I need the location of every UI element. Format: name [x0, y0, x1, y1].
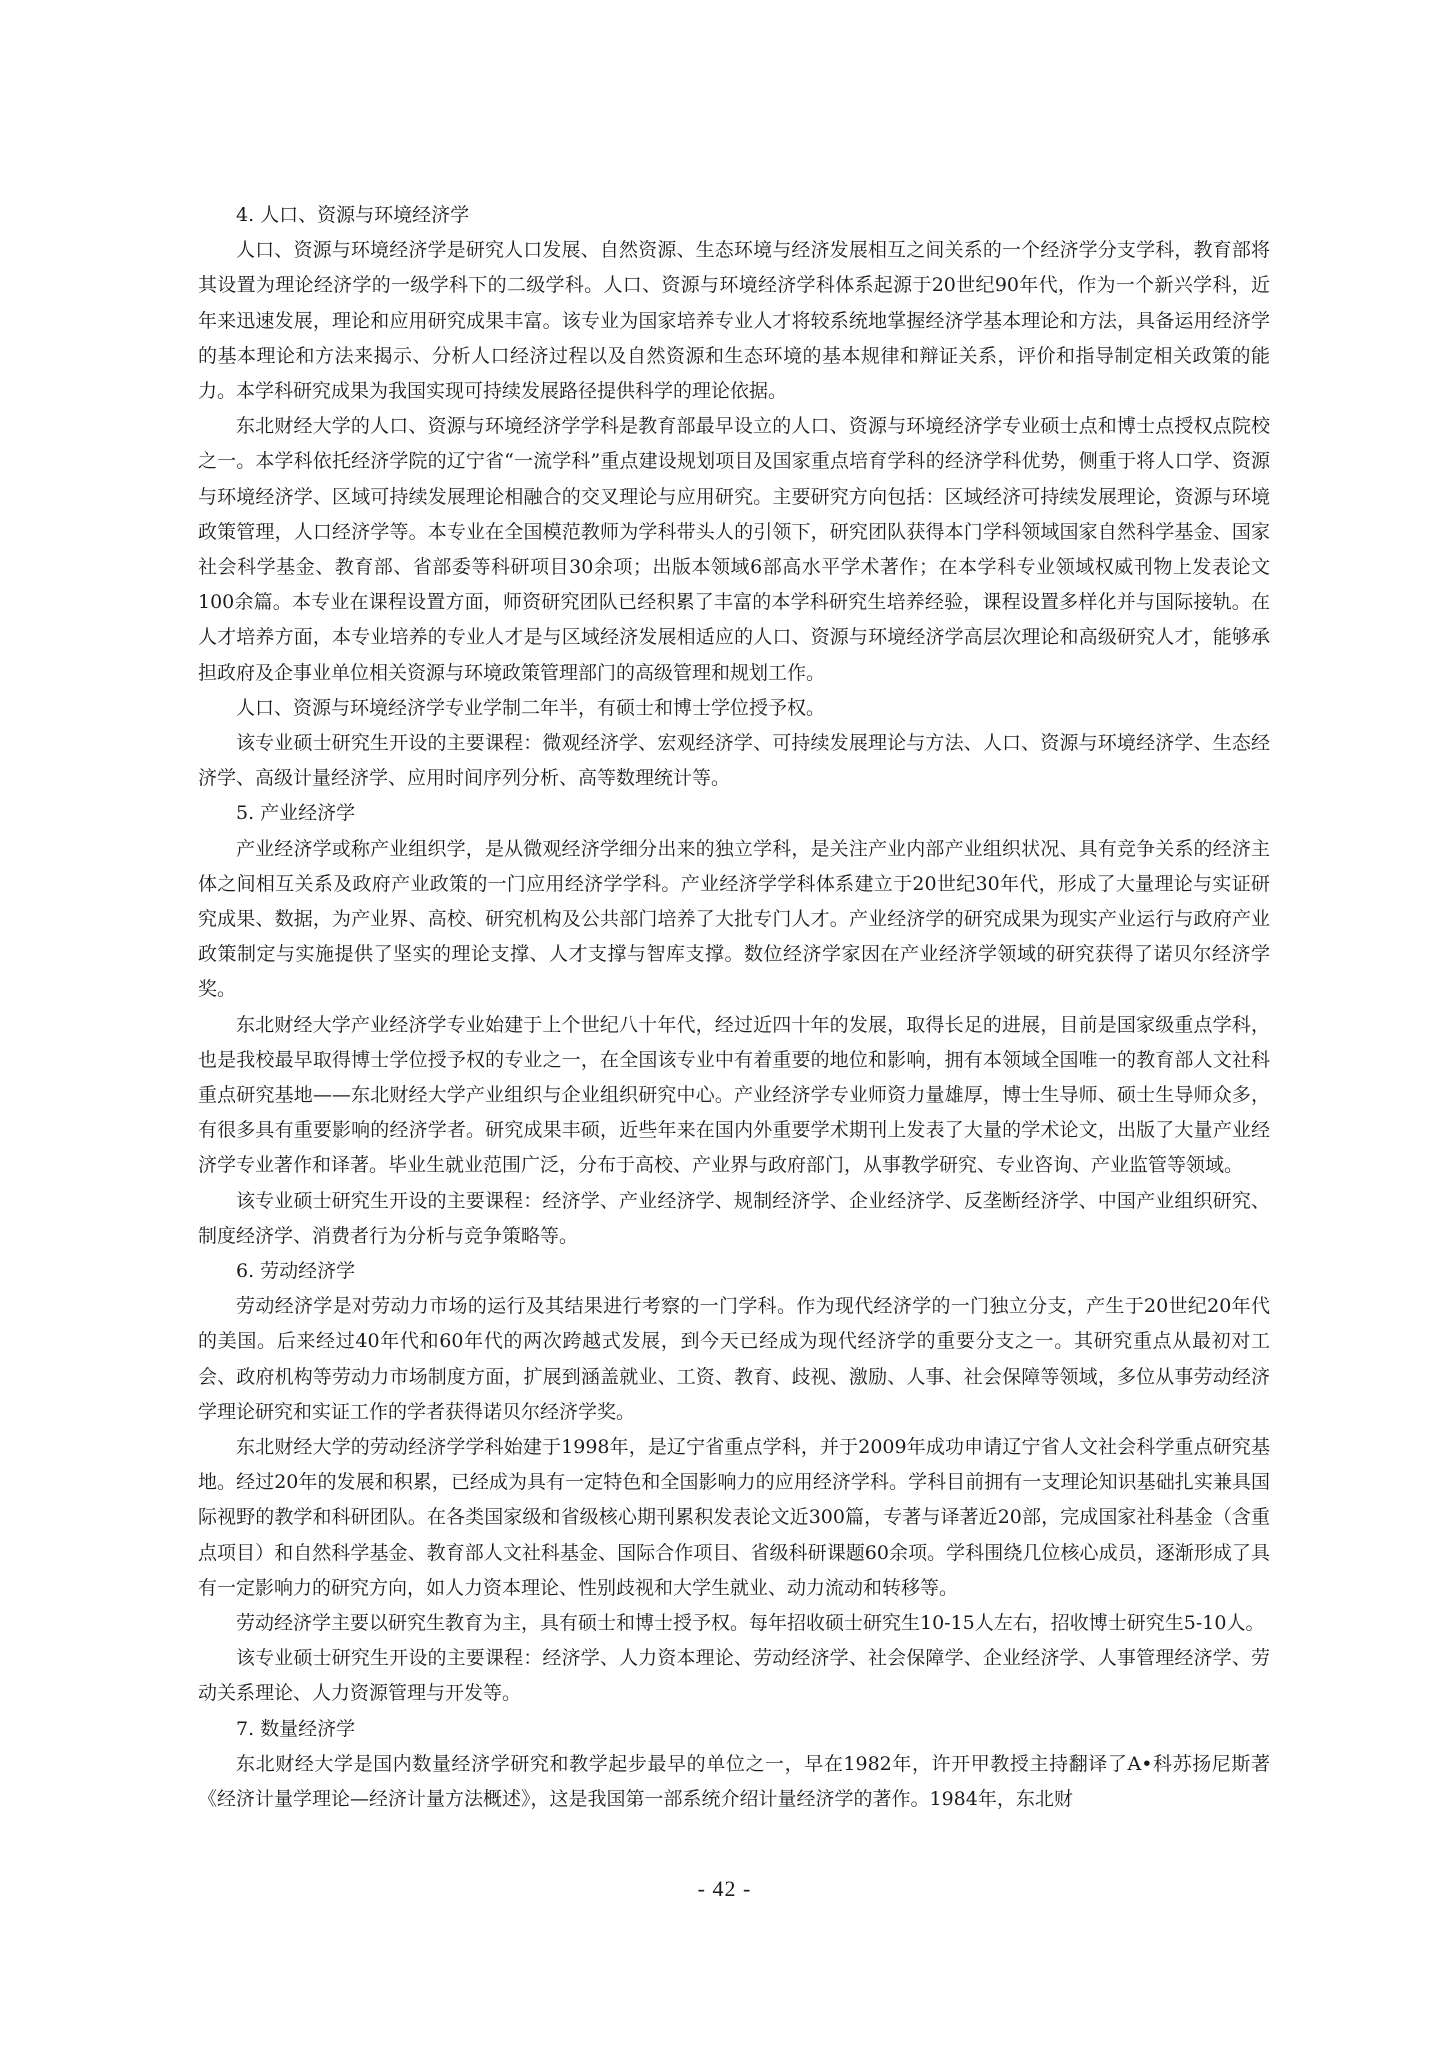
- paragraph: 东北财经大学是国内数量经济学研究和教学起步最早的单位之一，早在1982年，许开甲教授主持翻译了A•科苏扬尼斯著《经济计量学理论—经济计量方法概述》，这是我国第一部系统介绍计量经济学的著作。1984年，东北财: [198, 1752, 1270, 1811]
- document-page: [198, 198, 1270, 1898]
- paragraph: 劳动经济学是对劳动力市场的运行及其结果进行考察的一门学科。作为现代经济学的一门独立分支，产生于20世纪20年代的美国。后来经过40年代和60年代的两次跨越式发展，到今天已经成为现代经济学的重要分支之一。其研究重点从最初对工会、政府机构等劳动力市场制度方面，扩展到涵盖就业、工资、教育、歧视、激励、人事、社会保障等领域，多位从事劳动经济学理论研究和实证工作的学者获得诺贝尔经济学奖。: [198, 1295, 1270, 1423]
- paragraph: 劳动经济学主要以研究生教育为主，具有硕士和博士授予权。每年招收硕士研究生10-15人左右，招收博士研究生5-10人。: [236, 1612, 1265, 1635]
- paragraph: 该专业硕士研究生开设的主要课程：微观经济学、宏观经济学、可持续发展理论与方法、人口、资源与环境经济学、生态经济学、高级计量经济学、应用时间序列分析、高等数理统计等。: [198, 732, 1270, 790]
- paragraph: 东北财经大学的人口、资源与环境经济学学科是教育部最早设立的人口、资源与环境经济学专业硕士点和博士点授权点院校之一。本学科依托经济学院的辽宁省“一流学科”重点建设规划项目及国家重点培育学科的经济学科优势，侧重于将人口学、资源与环境经济学、区域可持续发展理论相融合的交叉理论与应用研究。主要研究方向包括：区域经济可持续发展理论，资源与环境政策管理，人口经济学等。本专业在全国模范教师为学科带头人的引领下，研究团队获得本门学科领域国家自然科学基金、国家社会科学基金、教育部、省部委等科研项目30余项；出版本领域6部高水平学术著作；在本学科专业领域权威刊物上发表论文100余篇。本专业在课程设置方面，师资研究团队已经积累了丰富的本学科研究生培养经验，课程设置多样化并与国际接轨。在人才培养方面，本专业培养的专业人才是与区域经济发展相适应的人口、资源与环境经济学高层次理论和高级研究人才，能够承担政府及企事业单位相关资源与环境政策管理部门的高级管理和规划工作。: [198, 415, 1270, 684]
- paragraph: 该专业硕士研究生开设的主要课程：经济学、产业经济学、规制经济学、企业经济学、反垄断经济学、中国产业组织研究、制度经济学、消费者行为分析与竞争策略等。: [198, 1189, 1270, 1247]
- paragraph: 人口、资源与环境经济学是研究人口发展、自然资源、生态环境与经济发展相互之间关系的一个经济学分支学科，教育部将其设置为理论经济学的一级学科下的二级学科。人口、资源与环境经济学科体系起源于20世纪90年代，作为一个新兴学科，近年来迅速发展，理论和应用研究成果丰富。该专业为国家培养专业人才将较系统地掌握经济学基本理论和方法，具备运用经济学的基本理论和方法来揭示、分析人口经济过程以及自然资源和生态环境的基本规律和辩证关系，评价和指导制定相关政策的能力。本学科研究成果为我国实现可持续发展路径提供科学的理论依据。: [198, 239, 1270, 402]
- paragraph: 东北财经大学的劳动经济学学科始建于1998年，是辽宁省重点学科，并于2009年成功申请辽宁省人文社会科学重点研究基地。经过20年的发展和积累，已经成为具有一定特色和全国影响力的应用经济学科。学科目前拥有一支理论知识基础扎实兼具国际视野的教学和科研团队。在各类国家级和省级核心期刊累积发表论文近300篇，专著与译著近20部，完成国家社科基金（含重点项目）和自然科学基金、教育部人文社科基金、国际合作项目、省级科研课题60余项。学科围绕几位核心成员，逐渐形成了具有一定影响力的研究方向，如人力资本理论、性别歧视和大学生就业、动力流动和转移等。: [198, 1436, 1270, 1599]
- section-labor-economics: [198, 1254, 1270, 1712]
- paragraph: 人口、资源与环境经济学专业学制二年半，有硕士和博士学位授予权。: [236, 696, 826, 719]
- paragraph: 产业经济学或称产业组织学，是从微观经济学细分出来的独立学科，是关注产业内部产业组织状况、具有竞争关系的经济主体之间相互关系及政府产业政策的一门应用经济学学科。产业经济学学科体系建立于20世纪30年代，形成了大量理论与实证研究成果、数据，为产业界、高校、研究机构及公共部门培养了大批专门人才。产业经济学的研究成果为现实产业运行与政府产业政策制定与实施提供了坚实的理论支撑、人才支撑与智库支撑。数位经济学家因在产业经济学领域的研究获得了诺贝尔经济学奖。: [198, 837, 1270, 1001]
- section-heading: 4. 人口、资源与环境经济学: [236, 204, 470, 226]
- section-industrial-economics: [198, 796, 1270, 1254]
- paragraph: 东北财经大学产业经济学专业始建于上个世纪八十年代，经过近四十年的发展，取得长足的进展，目前是国家级重点学科，也是我校最早取得博士学位授予权的专业之一，在全国该专业中有着重要的地位和影响，拥有本领域全国唯一的教育部人文社科重点研究基地——东北财经大学产业组织与企业组织研究中心。产业经济学专业师资力量雄厚，博士生导师、硕士生导师众多，有很多具有重要影响的经济学者。研究成果丰硕，近些年来在国内外重要学术期刊上发表了大量的学术论文，出版了大量产业经济学专业著作和译著。毕业生就业范围广泛，分布于高校、产业界与政府部门，从事教学研究、专业咨询、产业监管等领域。: [198, 1013, 1270, 1177]
- section-quantitative-economics: [198, 1712, 1270, 1818]
- section-population-resource-environment-economics: [198, 198, 1270, 796]
- page-number: - 42 -: [697, 1876, 752, 1901]
- section-heading: 6. 劳动经济学: [236, 1260, 356, 1283]
- section-heading: 5. 产业经济学: [236, 802, 356, 825]
- paragraph: 该专业硕士研究生开设的主要课程：经济学、人力资本理论、劳动经济学、社会保障学、企业经济学、人事管理经济学、劳动关系理论、人力资源管理与开发等。: [198, 1647, 1270, 1705]
- section-heading: 7. 数量经济学: [236, 1717, 356, 1740]
